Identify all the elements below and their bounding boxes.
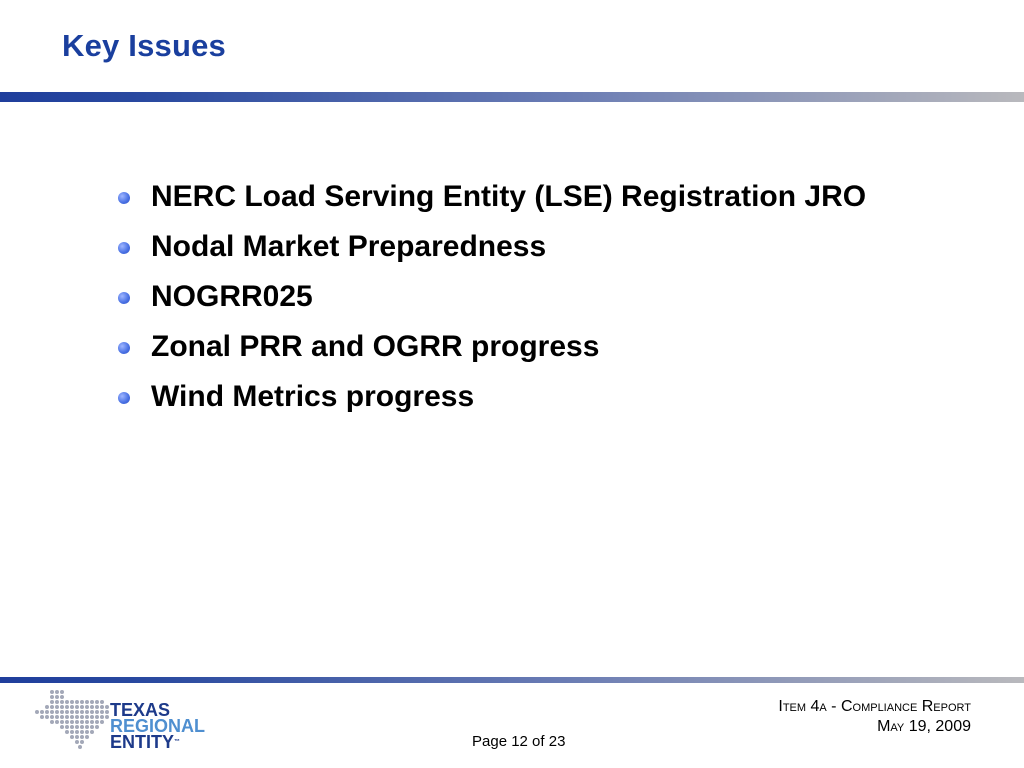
- bullet-item: Wind Metrics progress: [114, 376, 904, 417]
- bullet-dot-icon: [118, 342, 130, 354]
- report-date: May 19, 2009: [877, 718, 971, 735]
- page-number: Page 12 of 23: [472, 733, 566, 750]
- footer-report-info: [778, 697, 971, 737]
- report-title: Item 4a - Compliance Report: [778, 698, 971, 715]
- bullet-dot-icon: [118, 292, 130, 304]
- footer-divider: [0, 677, 1024, 683]
- bullet-dot-icon: [118, 242, 130, 254]
- bullet-dot-icon: [118, 192, 130, 204]
- bullet-dot-icon: [118, 392, 130, 404]
- bullet-item: Zonal PRR and OGRR progress: [114, 326, 904, 367]
- title-divider: [0, 92, 1024, 102]
- slide-title: Key Issues: [62, 28, 226, 63]
- bullet-item: NOGRR025: [114, 276, 904, 317]
- logo-wordmark: TEXAS REGIONAL ENTITY™: [110, 700, 206, 752]
- bullet-item: Nodal Market Preparedness: [114, 226, 904, 267]
- bullet-list: [114, 176, 904, 426]
- bullet-item: NERC Load Serving Entity (LSE) Registration JRO: [114, 176, 904, 217]
